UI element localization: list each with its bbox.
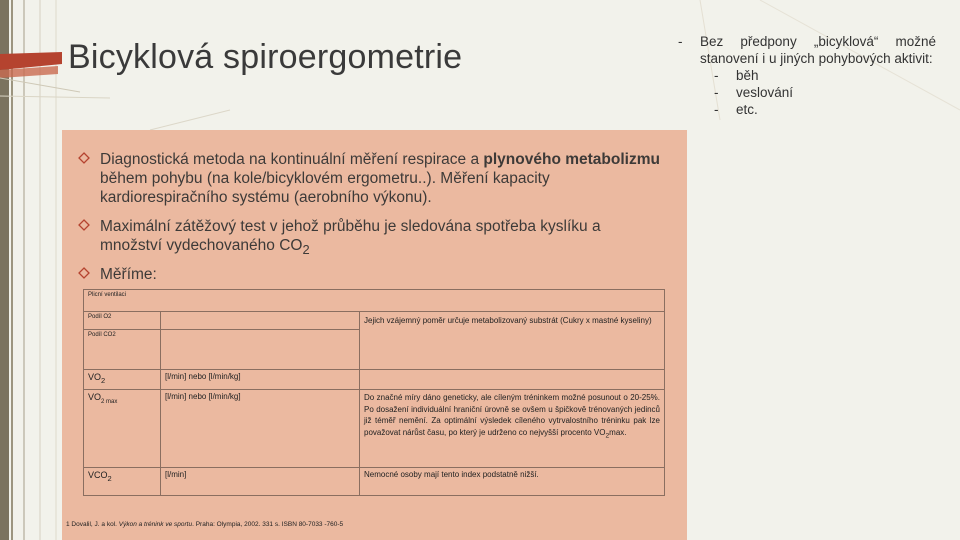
table-cell [84,370,161,390]
side-note-text: Bez předpony „bicyklová“ možné stanovení i u jiných pohybových aktivit: [700,34,936,66]
table-row [84,312,665,330]
subscript: 2 [605,432,610,440]
cell-text: max. [609,427,627,437]
subscript: 2 [101,375,106,385]
dash-bullet: - [714,68,719,83]
dash-bullet: - [714,102,719,117]
bullet-text: Maximální zátěžový test v jehož průběhu je sledována spotřeba kyslíku a množství vydechovaného CO [100,218,601,254]
list-item [714,67,936,84]
bullet-bold-text: plynového metabolizmu [483,151,660,168]
table-cell: Podíl O2 [84,312,161,330]
table-cell [84,390,161,468]
diamond-bullet-icon [78,267,90,279]
subscript: 2 [302,242,310,258]
list-item-text: etc. [736,102,758,117]
table-cell: Nemocné osoby mají tento index podstatně nižší. [360,468,665,496]
diamond-bullet-icon [78,219,90,231]
bullet-text: během pohybu (na kole/bicyklovém ergometru..). Měření kapacity kardiorespiračního systému (aerobního výkonu). [100,170,550,206]
page-title: Bicyklová spiroergometrie [68,38,463,76]
table-cell: [l/min] nebo [l/min/kg] [161,390,360,468]
subscript: 2 [107,473,112,483]
table-row [84,390,665,468]
cell-label: VCO [88,470,108,480]
table-cell [161,330,360,370]
table-cell: [l/min] nebo [l/min/kg] [161,370,360,390]
table-cell [161,312,360,330]
list-item-text: veslování [736,85,794,100]
table-row [84,468,665,496]
list-item-text: běh [736,68,759,83]
table-cell: Plicní ventilaci [84,290,665,312]
footnote-italic: Výkon a trénink ve sportu [118,521,193,528]
table-cell [84,468,161,496]
cell-label: VO [88,372,102,382]
measurement-table [83,289,665,496]
dash-bullet: - [678,34,683,49]
table-cell: Jejich vzájemný poměr určuje metabolizovaný substrát (Cukry x mastné kyseliny) [360,312,665,370]
table-row [84,290,665,312]
table-cell: [l/min] [161,468,360,496]
cell-label: VO [88,392,102,402]
dash-bullet: - [714,85,719,100]
table-row [84,370,665,390]
list-item [714,84,936,101]
cell-text: Do značné míry dáno geneticky, ale cíleným tréninkem možné posunout o 20-25%. Po dosažení individuální hraniční úrovně se ovšem u špičkově trénovaných jedinců již téměř nemění. Za optimální výsledek cíleného vytrvalostního tréninku pak lze považovat nárůst času, po který je udrženo co nejvyšší procento VO [364,393,660,437]
table-cell: Podíl CO2 [84,330,161,370]
footnote [66,521,343,528]
footnote-text: 1 Dovalil, J. a kol. [66,521,119,528]
diamond-bullet-icon [78,152,90,164]
subscript: 2 max [101,398,118,405]
table-cell [360,370,665,390]
side-note [678,33,936,118]
list-item [714,101,936,118]
footnote-text: . Praha: Olympia, 2002. 331 s. ISBN 80-7033 -760-5 [192,521,344,528]
table-cell [360,390,665,468]
bullet-text: Diagnostická metoda na kontinuální měření respirace a [100,151,484,168]
bullet-text: Měříme: [100,266,157,283]
